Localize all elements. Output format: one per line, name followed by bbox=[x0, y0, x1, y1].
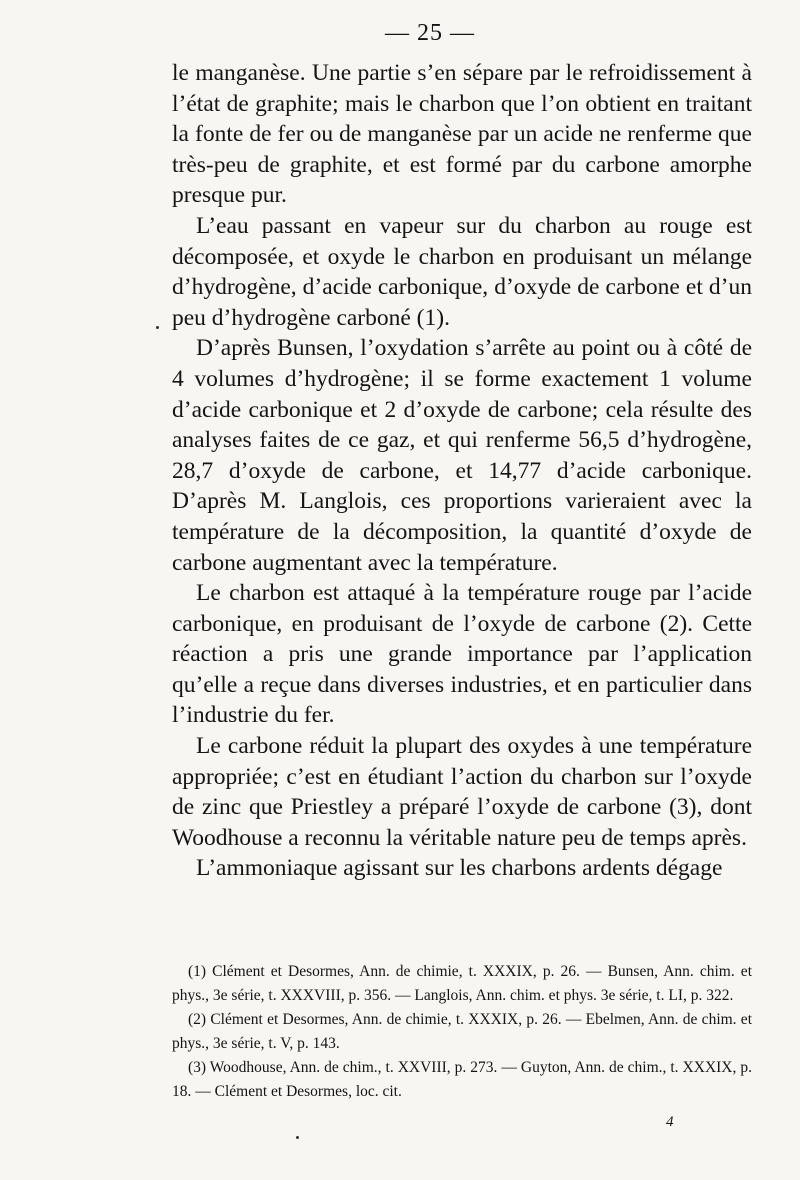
ink-speck bbox=[156, 326, 159, 329]
paragraph: Le charbon est attaqué à la température rouge par l’acide carbonique, en produisant de l’oxyde de carbone (2). Cette réaction a pris une grande importance par l’application qu’elle a reçue dans diverses industries, et en particulier dans l’industrie du fer. bbox=[172, 580, 752, 729]
body-text bbox=[172, 58, 752, 884]
footnotes bbox=[172, 960, 752, 1104]
paragraph: Le carbone réduit la plupart des oxydes à une température appropriée; c’est en étudiant l’action du charbon sur l’oxyde de zinc que Priestley a préparé l’oxyde de carbone (3), dont Woodhouse a reconnu la véritable nature peu de temps après. bbox=[172, 733, 752, 851]
paragraph: L’eau passant en vapeur sur du charbon au rouge est décomposée, et oxyde le charbon en produisant un mélange d’hydrogène, d’acide carbonique, d’oxyde de carbone et d’un peu d’hydrogène carboné (1). bbox=[172, 212, 752, 331]
paragraph: le manganèse. Une partie s’en sépare par le refroidissement à l’état de graphite; mais le charbon que l’on obtient en traitant la fonte de fer ou de manganèse par un acide ne renferme que très-peu de graphite, et est formé par du carbone amorphe presque pur. bbox=[172, 60, 752, 209]
footnote: (2) Clément et Desormes, Ann. de chimie, t. XXXIX, p. 26. — Ebelmen, Ann. de chim. et phys., 3e série, t. V, p. 143. bbox=[172, 1011, 752, 1052]
paragraph: L’ammoniaque agissant sur les charbons ardents dégage bbox=[196, 855, 723, 882]
signature-mark: 4 bbox=[666, 1114, 674, 1130]
footnote: (3) Woodhouse, Ann. de chim., t. XXVIII, p. 273. — Guyton, Ann. de chim., t. XXXIX, p. 18. — Clément et Desormes, loc. cit. bbox=[172, 1059, 752, 1100]
paragraph: D’après Bunsen, l’oxydation s’arrête au point ou à côté de 4 volumes d’hydrogène; il se forme exactement 1 volume d’acide carbonique et 2 d’oxyde de carbone; cela résulte des analyses faites de ce gaz, et qui renferme 56,5 d’hydrogène, 28,7 d’oxyde de carbone, et 14,77 d’acide carbonique. D’après M. Langlois, ces proportions varieraient avec la température de la décomposition, la quantité d’oxyde de carbone augmentant avec la température. bbox=[172, 335, 752, 576]
ink-speck bbox=[296, 1136, 299, 1139]
footnote: (1) Clément et Desormes, Ann. de chimie, t. XXXIX, p. 26. — Bunsen, Ann. chim. et phys., 3e série, t. XXXVIII, p. 356. — Langlois, Ann. chim. et phys. 3e série, t. LI, p. 322. bbox=[172, 963, 752, 1004]
page-number: — 25 — bbox=[385, 20, 475, 46]
